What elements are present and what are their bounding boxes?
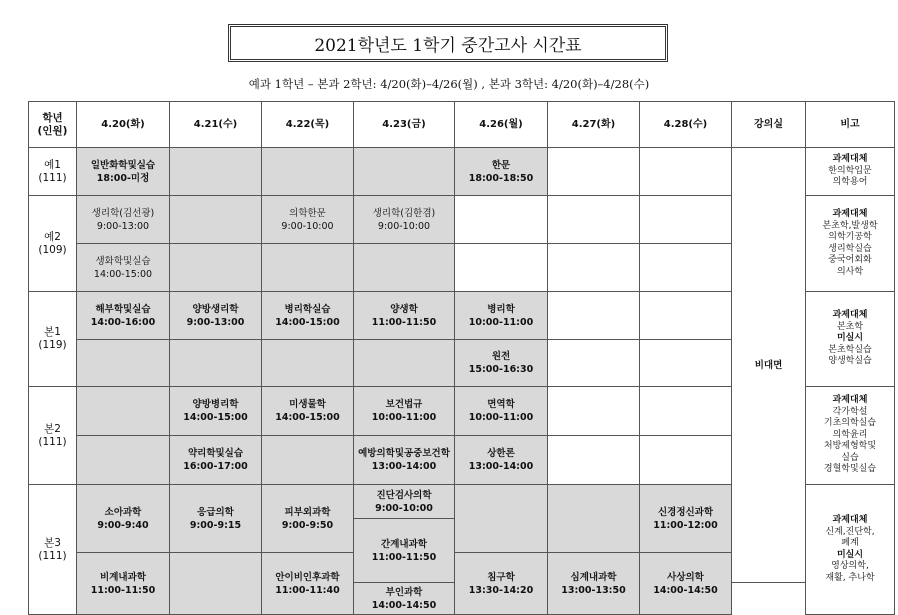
- exam-subject: 병리학: [487, 303, 515, 315]
- empty-exam-cell: [548, 436, 640, 485]
- exam-subject: 사상의학: [667, 571, 704, 583]
- exam-cell: [170, 387, 262, 436]
- exam-cell: [170, 436, 262, 485]
- date-header: 4.28(수): [640, 102, 732, 148]
- note-cell: [806, 196, 895, 292]
- empty-exam-cell: [170, 244, 262, 292]
- note-line: 한의학입문: [828, 165, 872, 176]
- exam-time: 9:00-13:00: [96, 220, 150, 232]
- empty-exam-cell: [548, 148, 640, 196]
- grade-count: (111): [38, 171, 67, 184]
- empty-exam-cell: [640, 148, 732, 196]
- exam-subject: 비계내과학: [100, 571, 146, 583]
- exam-subject: 면역학: [487, 399, 515, 410]
- empty-exam-cell: [640, 436, 732, 485]
- empty-exam-cell: [455, 485, 548, 553]
- exam-cell: [455, 148, 548, 196]
- exam-cell: [77, 244, 170, 292]
- exam-time: 13:00-14:00: [468, 461, 534, 472]
- note-line: 재활, 추나학: [825, 572, 875, 583]
- schedule-period-subtitle: 예과 1학년 – 본과 2학년: 4/20(화)–4/26(월) , 본과 3학년: 4/20(화)–4/28(수): [248, 77, 650, 91]
- table-row: [29, 148, 895, 196]
- page-title: [228, 24, 668, 62]
- exam-cell: [262, 292, 354, 340]
- grade-count: (119): [38, 339, 67, 351]
- note-cell: [806, 387, 895, 485]
- exam-cell: [77, 553, 170, 615]
- exam-cell: [354, 436, 455, 485]
- exam-time: 14:00-15:00: [93, 268, 153, 280]
- exam-subject: 진단검사의학: [376, 489, 432, 501]
- header-row: [29, 102, 895, 148]
- exam-time: 14:00-16:00: [90, 316, 156, 328]
- exam-subject: 안이비인후과학: [275, 571, 340, 583]
- exam-subject: 한문: [491, 159, 511, 171]
- empty-exam-cell: [262, 244, 354, 292]
- note-line: 신계,진단학,: [825, 526, 875, 537]
- exam-subject: 약리학및실습: [187, 448, 244, 459]
- empty-exam-cell: [548, 196, 640, 244]
- exam-time: 14:00-14:50: [653, 584, 718, 596]
- note-line: 과제대체: [832, 395, 868, 406]
- exam-time: 9:00-13:00: [186, 316, 245, 328]
- exam-subject: 응급의학: [197, 506, 234, 518]
- grade-cell: [29, 148, 77, 196]
- grade-header-label: 학년: [42, 111, 63, 124]
- exam-cell: [77, 292, 170, 340]
- exam-cell: [354, 583, 455, 615]
- exam-time: 18:00-18:50: [468, 172, 534, 184]
- exam-cell: [640, 553, 732, 615]
- exam-time: 14:00-14:50: [371, 599, 437, 611]
- exam-cell: [354, 485, 455, 519]
- exam-subject: 예방의학및공중보건학: [358, 448, 450, 459]
- exam-time: 13:00-14:00: [371, 461, 437, 472]
- empty-exam-cell: [262, 148, 354, 196]
- note-line: 기초의학실습: [823, 418, 877, 429]
- exam-time: 16:00-17:00: [183, 461, 248, 472]
- note-line: 본초학: [836, 321, 864, 332]
- note-line: 폐계: [841, 538, 859, 548]
- note-line: 중국어회화: [828, 255, 872, 265]
- room-cell: [732, 148, 806, 583]
- empty-exam-cell: [170, 553, 262, 615]
- exam-time: 13:00-13:50: [561, 584, 626, 596]
- note-line: 각가학설: [832, 406, 868, 417]
- grade-header: [29, 102, 77, 148]
- exam-cell: [455, 436, 548, 485]
- grade-count: (111): [38, 549, 67, 562]
- exam-time: 11:00-11:50: [371, 316, 437, 328]
- exam-subject: 소아과학: [104, 506, 142, 518]
- exam-subject: 생화학및실습: [95, 255, 151, 267]
- empty-exam-cell: [262, 340, 354, 387]
- empty-exam-cell: [455, 196, 548, 244]
- grade-cell: [29, 387, 77, 485]
- exam-time: 9:00-10:00: [281, 220, 334, 232]
- empty-exam-cell: [548, 244, 640, 292]
- exam-time: 11:00-11:40: [275, 584, 340, 596]
- exam-subject: 피부외과학: [284, 506, 331, 518]
- exam-time: 13:30-14:20: [468, 584, 534, 596]
- exam-time: 9:00-9:40: [97, 519, 149, 531]
- exam-cell: [354, 387, 455, 436]
- empty-exam-cell: [354, 148, 455, 196]
- date-header: 4.23(금): [354, 102, 455, 148]
- note-line: 과제대체: [832, 209, 868, 219]
- date-header: 4.22(목): [262, 102, 354, 148]
- empty-exam-cell: [640, 340, 732, 387]
- grade-cell: [29, 196, 77, 292]
- exam-time: 9:00-10:00: [375, 502, 433, 514]
- exam-cell: [262, 553, 354, 615]
- empty-exam-cell: [640, 244, 732, 292]
- exam-subject: 의학한문: [289, 207, 326, 219]
- exam-subject: 미생물학: [289, 399, 326, 410]
- exam-subject: 간계내과학: [381, 538, 427, 550]
- note-line: 미실시: [836, 549, 864, 560]
- note-cell: [806, 485, 895, 615]
- empty-exam-cell: [640, 292, 732, 340]
- grade-count: (111): [38, 435, 67, 448]
- exam-time: 18:00-미정: [96, 172, 150, 184]
- empty-exam-cell: [548, 340, 640, 387]
- exam-subject: 생리학(김한겸): [372, 207, 436, 219]
- exam-cell: [77, 485, 170, 553]
- note-line: 실습: [841, 452, 859, 463]
- empty-exam-cell: [77, 436, 170, 485]
- note-line: 본초학,발생학: [822, 220, 878, 231]
- grade-name: 예1: [44, 158, 61, 171]
- empty-exam-cell: [262, 436, 354, 485]
- note-line: 의학기공학: [828, 232, 872, 242]
- exam-subject: 신경정신과학: [657, 506, 714, 518]
- exam-cell: [455, 340, 548, 387]
- exam-timetable: [28, 101, 895, 615]
- empty-exam-cell: [354, 244, 455, 292]
- exam-subject: 병리학실습: [284, 303, 331, 315]
- note-line: 의사학: [836, 266, 864, 277]
- page-title-text: 2021학년도 1학기 중간고사 시간표: [314, 35, 582, 56]
- exam-cell: [354, 292, 455, 340]
- exam-subject: 상한론: [487, 448, 515, 459]
- exam-subject: 심계내과학: [570, 571, 617, 583]
- exam-time: 11:00-11:50: [371, 551, 437, 563]
- exam-time: 14:00-15:00: [275, 412, 340, 423]
- empty-exam-cell: [77, 387, 170, 436]
- note-line: 양생학실습: [828, 356, 872, 367]
- exam-time: 10:00-11:00: [468, 412, 534, 423]
- exam-subject: 양방병리학: [192, 399, 239, 410]
- exam-time: 14:00-15:00: [183, 412, 248, 423]
- exam-cell: [354, 196, 455, 244]
- exam-subject: 부인과학: [385, 586, 423, 598]
- date-header: 4.27(화): [548, 102, 640, 148]
- note-header: 비고: [806, 102, 895, 148]
- exam-cell: [455, 292, 548, 340]
- exam-cell: [548, 553, 640, 615]
- exam-time: 14:00-15:00: [275, 316, 340, 328]
- exam-cell: [170, 292, 262, 340]
- exam-cell: [354, 519, 455, 583]
- grade-name: 본3: [44, 536, 61, 549]
- note-line: 생리학실습: [828, 243, 872, 254]
- note-line: 본초학실습: [828, 344, 872, 355]
- note-line: 미실시: [836, 333, 864, 344]
- note-line: 과제대체: [832, 515, 868, 525]
- exam-time: 15:00-16:30: [468, 364, 534, 375]
- exam-subject: 생리학(김선광): [91, 207, 155, 219]
- exam-cell: [262, 485, 354, 553]
- grade-count: (109): [38, 243, 67, 256]
- date-header: 4.26(월): [455, 102, 548, 148]
- note-line: 과제대체: [832, 310, 868, 321]
- exam-subject: 침구학: [487, 571, 515, 583]
- grade-header-sublabel: (인원): [37, 124, 68, 137]
- note-line: 경혈학및실습: [823, 464, 877, 475]
- exam-subject: 양방생리학: [192, 303, 239, 315]
- grade-cell: [29, 485, 77, 615]
- empty-exam-cell: [170, 148, 262, 196]
- date-header: 4.20(화): [77, 102, 170, 148]
- date-header: 4.21(수): [170, 102, 262, 148]
- exam-subject: 보건법규: [385, 399, 423, 410]
- note-line: 의학용어: [832, 177, 868, 188]
- exam-subject: 해부학및실습: [95, 303, 151, 315]
- exam-subject: 양생학: [390, 303, 418, 315]
- empty-exam-cell: [640, 387, 732, 436]
- empty-exam-cell: [548, 387, 640, 436]
- grade-name: 본2: [44, 422, 61, 435]
- exam-cell: [170, 485, 262, 553]
- exam-cell: [262, 196, 354, 244]
- empty-exam-cell: [77, 340, 170, 387]
- exam-cell: [455, 387, 548, 436]
- empty-exam-cell: [170, 340, 262, 387]
- exam-subject: 일반화학및실습: [90, 159, 156, 171]
- grade-cell: [29, 292, 77, 387]
- empty-exam-cell: [548, 292, 640, 340]
- empty-exam-cell: [354, 340, 455, 387]
- empty-exam-cell: [548, 485, 640, 553]
- note-line: 의학윤리: [832, 429, 868, 440]
- exam-time: 9:00-9:15: [189, 519, 242, 531]
- empty-exam-cell: [170, 196, 262, 244]
- exam-time: 9:00-10:00: [377, 220, 431, 232]
- note-line: 과제대체: [832, 154, 868, 165]
- exam-time: 10:00-11:00: [371, 412, 437, 423]
- note-line: 영상의학,: [831, 561, 869, 571]
- grade-name: 본1: [44, 326, 61, 338]
- empty-exam-cell: [455, 244, 548, 292]
- note-line: 처방제형학및: [823, 441, 877, 452]
- exam-cell: [262, 387, 354, 436]
- note-cell: [806, 292, 895, 387]
- exam-cell: [455, 553, 548, 615]
- exam-cell: [77, 196, 170, 244]
- exam-cell: [640, 485, 732, 553]
- room-header: 강의실: [732, 102, 806, 148]
- exam-time: 11:00-11:50: [90, 584, 156, 596]
- exam-time: 10:00-11:00: [468, 316, 534, 328]
- grade-name: 예2: [44, 230, 61, 243]
- exam-time: 9:00-9:50: [281, 519, 334, 531]
- empty-exam-cell: [640, 196, 732, 244]
- exam-subject: 원전: [491, 351, 511, 362]
- exam-time: 11:00-12:00: [653, 519, 718, 531]
- room-value: 비대면: [754, 359, 783, 371]
- note-cell: [806, 148, 895, 196]
- exam-cell: [77, 148, 170, 196]
